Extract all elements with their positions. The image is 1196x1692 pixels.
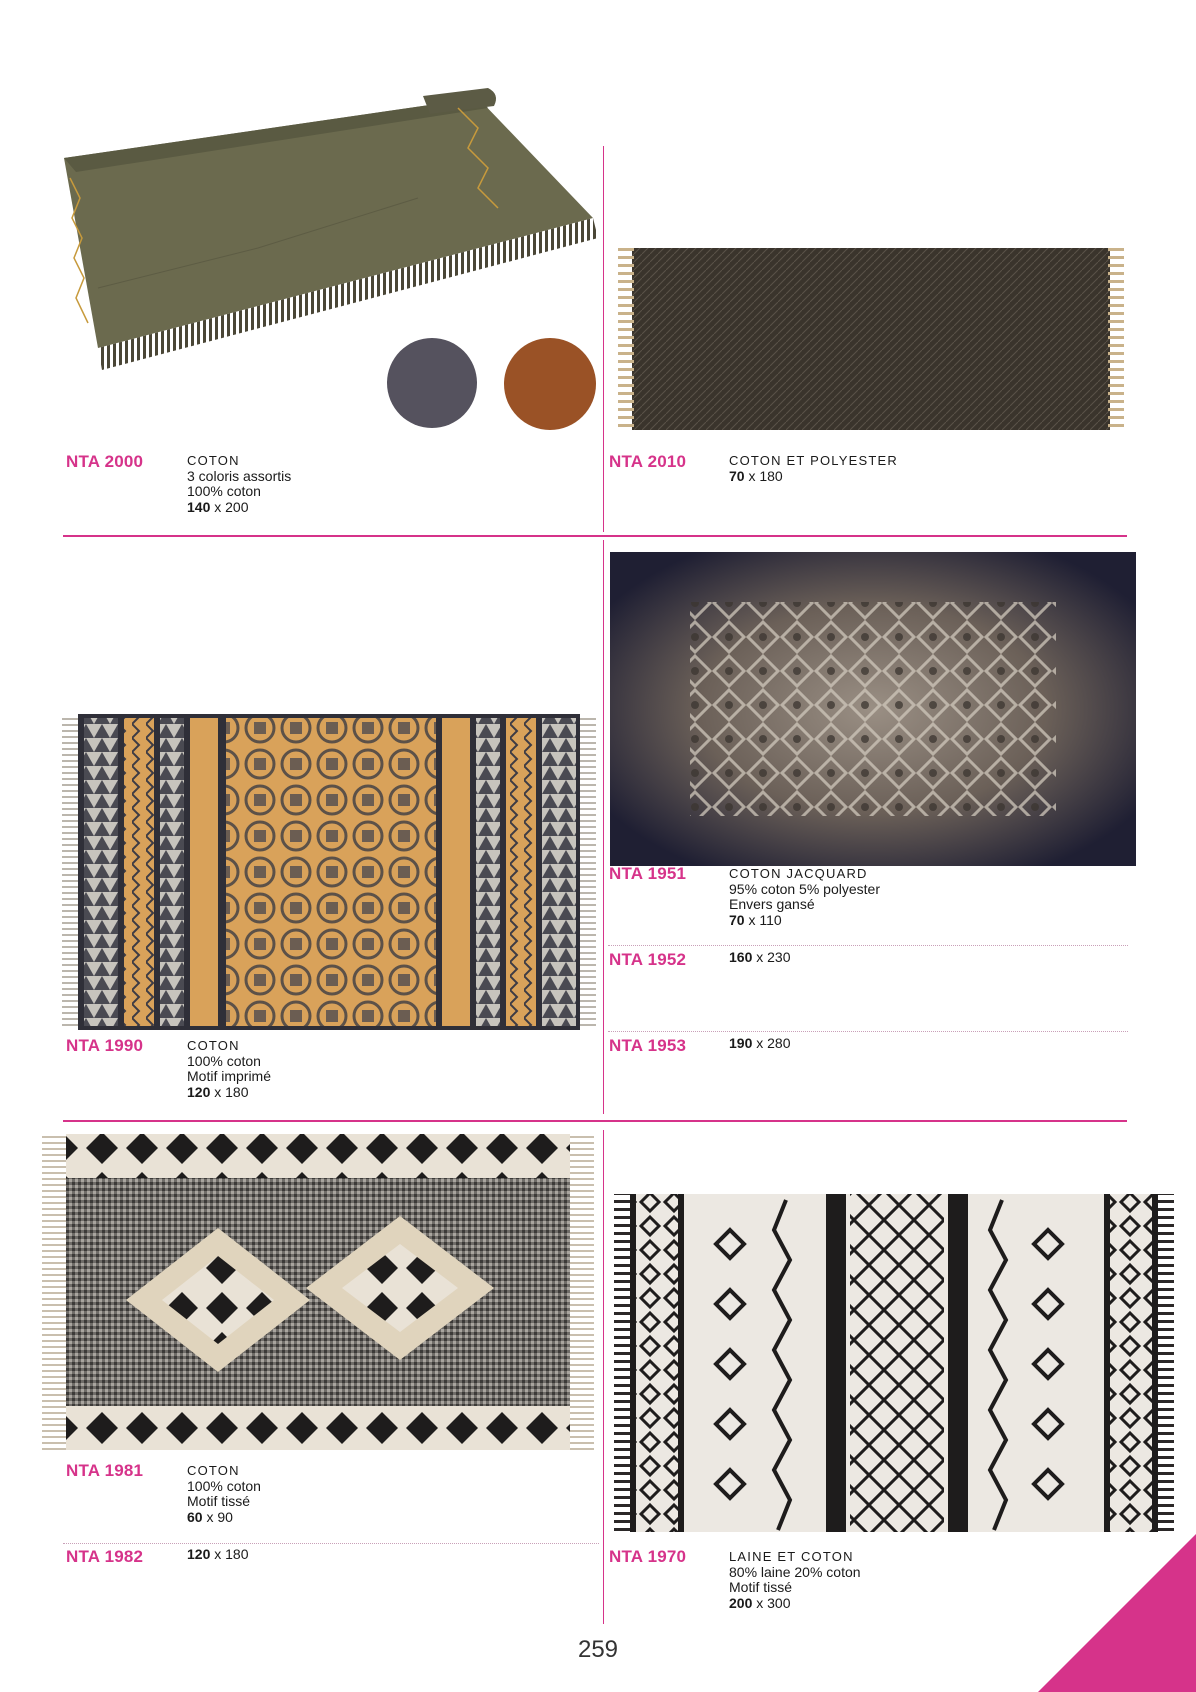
column-divider-middle — [603, 540, 604, 1114]
dotted-separator-1952 — [608, 945, 1128, 946]
product-info — [729, 950, 791, 966]
product-info — [187, 453, 291, 515]
product-size: 70 x 110 — [729, 911, 782, 928]
product-material: COTON — [187, 453, 240, 468]
corner-accent-triangle — [1038, 1534, 1196, 1692]
section-divider-1 — [63, 535, 1127, 537]
product-info — [729, 1036, 791, 1052]
product-size: 70 x 180 — [729, 467, 783, 484]
product-code: NTA 1952 — [609, 950, 687, 969]
rug-image-nta-1981 — [42, 1128, 594, 1454]
product-info — [187, 1038, 271, 1100]
product-code: NTA 2010 — [609, 452, 687, 471]
product-info — [187, 1463, 261, 1525]
product-info — [729, 866, 880, 928]
product-detail: 100% coton — [187, 1477, 261, 1494]
product-info — [729, 453, 898, 484]
product-material: COTON JACQUARD — [729, 866, 868, 881]
rug-image-nta-1990 — [62, 710, 596, 1032]
product-detail: 3 coloris assortis — [187, 467, 292, 484]
rug-image-nta-1951 — [610, 552, 1136, 866]
column-divider-top — [603, 146, 604, 532]
product-size: 60 x 90 — [187, 1508, 233, 1525]
product-size: 120 x 180 — [187, 1083, 249, 1100]
product-detail: Motif tissé — [729, 1579, 793, 1595]
rug-image-nta-2010 — [618, 246, 1124, 432]
product-detail: 100% coton — [187, 483, 261, 499]
product-size: 120 x 180 — [187, 1546, 249, 1562]
product-code: NTA 2000 — [66, 452, 144, 471]
product-detail: Motif imprimé — [187, 1068, 272, 1084]
product-detail: 80% laine 20% coton — [729, 1563, 861, 1580]
product-size: 190 x 280 — [729, 1035, 791, 1051]
product-detail: 100% coton — [187, 1052, 261, 1069]
rug-image-nta-2000 — [58, 88, 598, 378]
color-swatch-grey — [387, 338, 477, 428]
product-info — [187, 1547, 249, 1563]
section-divider-2 — [63, 1120, 1127, 1122]
product-material: COTON ET POLYESTER — [729, 453, 898, 468]
rug-image-nta-1970 — [614, 1190, 1174, 1536]
product-code: NTA 1953 — [609, 1036, 687, 1055]
column-divider-bottom — [603, 1130, 604, 1624]
product-code: NTA 1951 — [609, 864, 687, 883]
color-swatch-rust — [504, 338, 596, 430]
product-detail: 95% coton 5% polyester — [729, 880, 880, 897]
product-material: COTON — [187, 1038, 240, 1053]
product-code: NTA 1970 — [609, 1547, 687, 1566]
product-size: 140 x 200 — [187, 498, 249, 515]
product-material: LAINE ET COTON — [729, 1549, 854, 1564]
product-code: NTA 1990 — [66, 1036, 144, 1055]
dotted-separator-1953 — [608, 1031, 1128, 1032]
product-size: 160 x 230 — [729, 949, 791, 965]
product-material: COTON — [187, 1463, 240, 1478]
page-number: 259 — [577, 1636, 619, 1663]
dotted-separator-1982 — [63, 1543, 599, 1544]
product-info — [729, 1549, 861, 1611]
product-code: NTA 1982 — [66, 1547, 144, 1566]
product-detail: Motif tissé — [187, 1493, 251, 1509]
product-code: NTA 1981 — [66, 1461, 144, 1480]
product-detail: Envers gansé — [729, 896, 815, 912]
product-size: 200 x 300 — [729, 1594, 791, 1611]
